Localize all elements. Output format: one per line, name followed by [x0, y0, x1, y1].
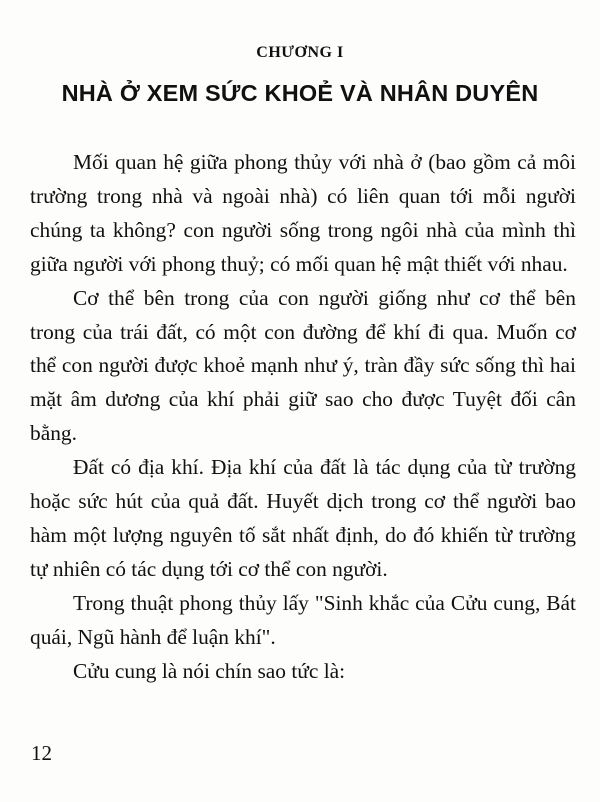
paragraph: Đất có địa khí. Địa khí của đất là tác dụng của từ trường hoặc sức hút của quả đất. Huyết dịch trong cơ thể người bao hàm một lượng nguyên tố sắt nhất định, do đó khiến từ trường tự nhiên có tác dụng tới cơ thể con người.	[30, 455, 576, 581]
chapter-label: CHƯƠNG I	[256, 44, 344, 61]
paragraph: Cửu cung là nói chín sao tức là:	[73, 658, 346, 683]
paragraph: Cơ thể bên trong của con người giống như cơ thể bên trong của trái đất, có một con đường để khí đi qua. Muốn cơ thể con người được khoẻ mạnh như ý, tràn đầy sức sống thì hai mặt âm dương của khí phải giữ sao cho được Tuyệt đối cân bằng.	[30, 285, 576, 446]
page-number: 12	[31, 741, 52, 765]
paragraph: Mối quan hệ giữa phong thủy với nhà ở (bao gồm cả môi trường trong nhà và ngoài nhà) có liên quan tới mỗi người chúng ta không? con người sống trong ngôi nhà của mình thì giữa người với phong thuỷ; có mối quan hệ mật thiết với nhau.	[30, 150, 576, 276]
body-text	[30, 146, 576, 689]
chapter-title: NHÀ Ở XEM SỨC KHOẺ VÀ NHÂN DUYÊN	[61, 80, 539, 106]
paragraph: Trong thuật phong thủy lấy "Sinh khắc của Cửu cung, Bát quái, Ngũ hành để luận khí".	[30, 590, 576, 649]
